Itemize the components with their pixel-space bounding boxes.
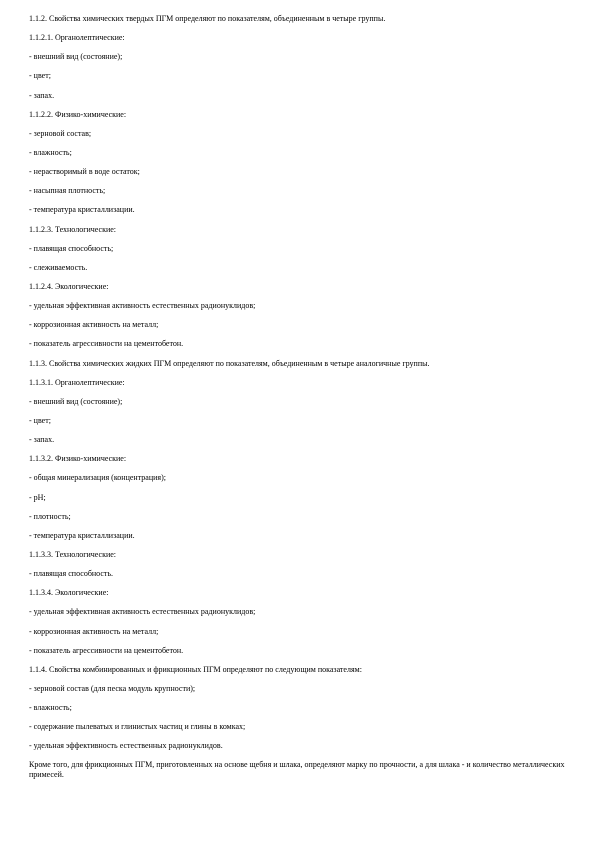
list-item: - цвет;: [29, 71, 51, 81]
list-item: - температура кристаллизации.: [29, 205, 135, 215]
list-item: - внешний вид (состояние);: [29, 52, 123, 62]
clause-1-1-2-2-heading: 1.1.2.2. Физико-химические:: [29, 109, 127, 119]
list-item: - плавящая способность.: [29, 569, 114, 579]
list-item: - показатель агрессивности на цементобетон.: [29, 339, 184, 349]
clause-1-1-3: 1.1.3. Свойства химических жидких ПГМ определяют по показателям, объединенным в четыре аналогичные группы.: [29, 358, 430, 368]
clause-1-1-3-1-heading: 1.1.3.1. Органолептические:: [29, 377, 125, 387]
list-item: - содержание пылеватых и глинистых частиц и глины в комках;: [29, 722, 246, 732]
list-item: - рН;: [29, 492, 46, 502]
clause-1-1-2: 1.1.2. Свойства химических твердых ПГМ определяют по показателям, объединенным в четыре группы.: [29, 14, 386, 23]
list-item: - насыпная плотность;: [29, 186, 106, 196]
list-item: - слеживаемость.: [29, 262, 88, 272]
clause-1-1-2-4-heading: 1.1.2.4. Экологические:: [29, 281, 109, 291]
list-item: - внешний вид (состояние);: [29, 396, 123, 406]
list-item: - температура кристаллизации.: [29, 530, 135, 540]
list-item: - плотность;: [29, 511, 71, 521]
clause-1-1-4: 1.1.4. Свойства комбинированных и фрикционных ПГМ определяют по следующим показателям:: [29, 664, 362, 674]
list-item: - зерновой состав;: [29, 128, 92, 138]
list-item: - показатель агрессивности на цементобетон.: [29, 645, 184, 655]
list-item: - общая минерализация (концентрация);: [29, 473, 166, 483]
list-item: - удельная эффективная активность естественных радионуклидов;: [29, 607, 256, 617]
list-item: - удельная эффективная активность естественных радионуклидов;: [29, 301, 256, 311]
list-item: - коррозионная активность на металл;: [29, 320, 159, 330]
list-item: - запах.: [29, 435, 55, 445]
list-item: - плавящая способность;: [29, 243, 114, 253]
final-paragraph: Кроме того, для фрикционных ПГМ, приготовленных на основе щебня и шлака, определяют марку по прочности, а для шлака - и количество металлических примесей.: [29, 760, 565, 780]
list-item: - зерновой состав (для песка модуль крупности);: [29, 683, 196, 693]
clause-1-1-3-2-heading: 1.1.3.2. Физико-химические:: [29, 454, 127, 464]
list-item: - запах.: [29, 90, 55, 100]
list-item: - цвет;: [29, 415, 51, 425]
list-item: - влажность;: [29, 147, 72, 157]
list-item: - удельная эффективность естественных радионуклидов.: [29, 741, 223, 751]
clause-1-1-2-1-heading: 1.1.2.1. Органолептические:: [29, 33, 125, 43]
document-page: [29, 14, 574, 780]
clause-1-1-3-4-heading: 1.1.3.4. Экологические:: [29, 588, 109, 598]
clause-1-1-3-3-heading: 1.1.3.3. Технологические:: [29, 549, 117, 559]
list-item: - нерастворимый в воде остаток;: [29, 167, 140, 177]
list-item: - влажность;: [29, 703, 72, 713]
list-item: - коррозионная активность на металл;: [29, 626, 159, 636]
clause-1-1-2-3-heading: 1.1.2.3. Технологические:: [29, 224, 117, 234]
